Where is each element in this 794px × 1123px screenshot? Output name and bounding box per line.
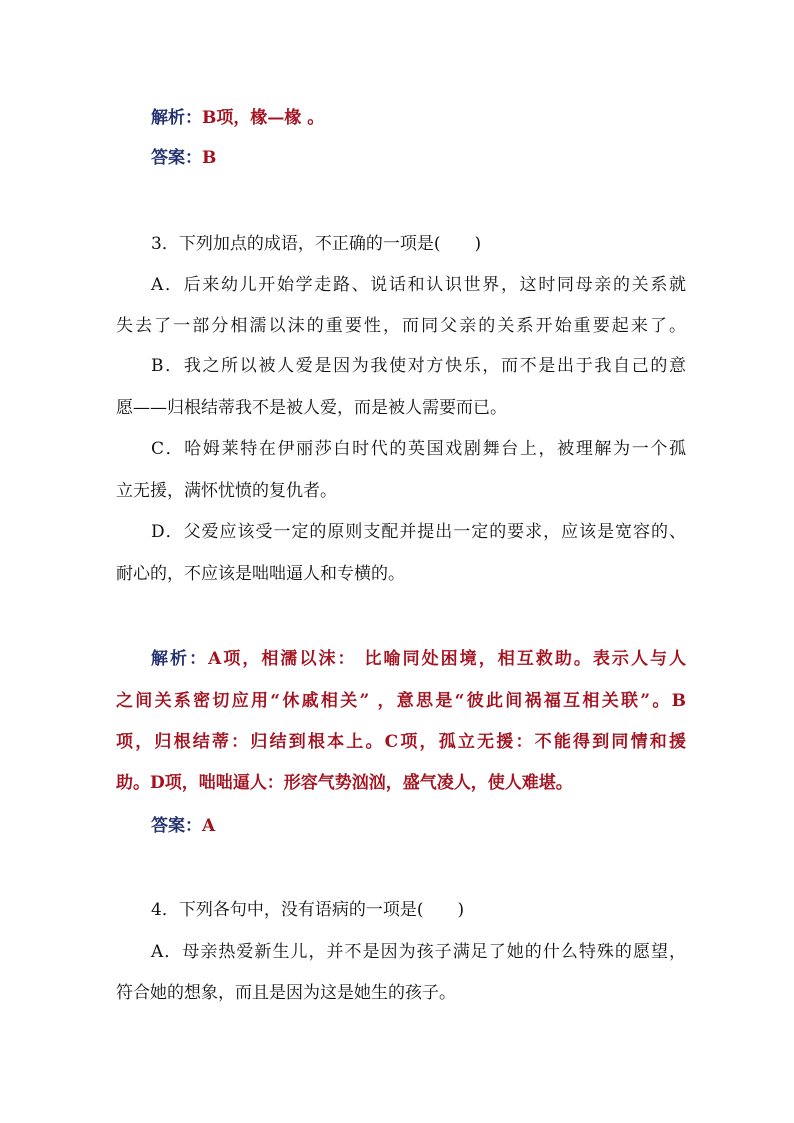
- q3-option-d-line-1: D．父爱应该受一定的原则支配并提出一定的要求，应该是宽容的、: [151, 522, 686, 542]
- q3-option-b-line-1: B．我之所以被人爱是因为我使对方快乐，而不是出于我自己的意: [151, 356, 686, 376]
- analysis-label: 解析：: [151, 649, 209, 669]
- q3-option-a-line-2: 失去了一部分相濡以沫的重要性，而同父亲的关系开始重要起来了。: [116, 316, 686, 336]
- q3-stem: [151, 232, 686, 256]
- q3-stem-text: 3．下列加点的成语，不正确的一项是(: [151, 234, 441, 254]
- q3-option-c-line-1: C．哈姆莱特在伊丽莎白时代的英国戏剧舞台上，被理解为一个孤: [151, 439, 686, 459]
- q4-stem: [151, 898, 686, 922]
- answer-value: A: [202, 816, 216, 836]
- q3-answer: [151, 814, 686, 838]
- answer-label: 答案：: [151, 148, 202, 168]
- q3-analysis-line-1: [151, 647, 686, 671]
- q2-answer: [151, 146, 686, 170]
- q3-analysis-line-2: 之间关系密切应用“休戚相关” ，意思是“彼此间祸福互相关联”。B: [116, 691, 686, 711]
- q3-analysis-line-3: 项，归根结蒂：归结到根本上。C项，孤立无援：不能得到同情和援: [116, 732, 686, 752]
- q4-stem-text: 4．下列各句中，没有语病的一项是(: [151, 900, 424, 920]
- q3-option-b-line-2: 愿——归根结蒂我不是被人爱，而是被人需要而已。: [116, 398, 507, 418]
- q3-stem-close: ): [474, 234, 482, 254]
- q3-option-a-line-1: A．后来幼儿开始学走路、说话和认识世界，这时同母亲的关系就: [151, 275, 686, 295]
- q4-option-a-line-2: 符合她的想象，而且是因为这是她生的孩子。: [116, 983, 456, 1003]
- q3-option-d-line-2: 耐心的，不应该是咄咄逼人和专横的。: [116, 564, 405, 584]
- q3-analysis-line-4: 助。D项，咄咄逼人：形容气势汹汹，盛气凌人，使人难堪。: [116, 773, 573, 793]
- q3-option-c-line-2: 立无援，满怀忧愤的复仇者。: [116, 481, 337, 501]
- answer-value: B: [202, 148, 217, 168]
- answer-label: 答案：: [151, 816, 202, 836]
- q2-analysis: [151, 106, 686, 130]
- q4-stem-close: ): [457, 900, 465, 920]
- q4-option-a-line-1: A．母亲热爱新生儿，并不是因为孩子满足了她的什么特殊的愿望，: [151, 942, 686, 962]
- analysis-text: B项，椽—椽 。: [202, 108, 325, 128]
- analysis-text: A项，相濡以沫： 比喻同处困境，相互救助。表示人与人: [208, 649, 687, 669]
- analysis-label: 解析：: [151, 108, 202, 128]
